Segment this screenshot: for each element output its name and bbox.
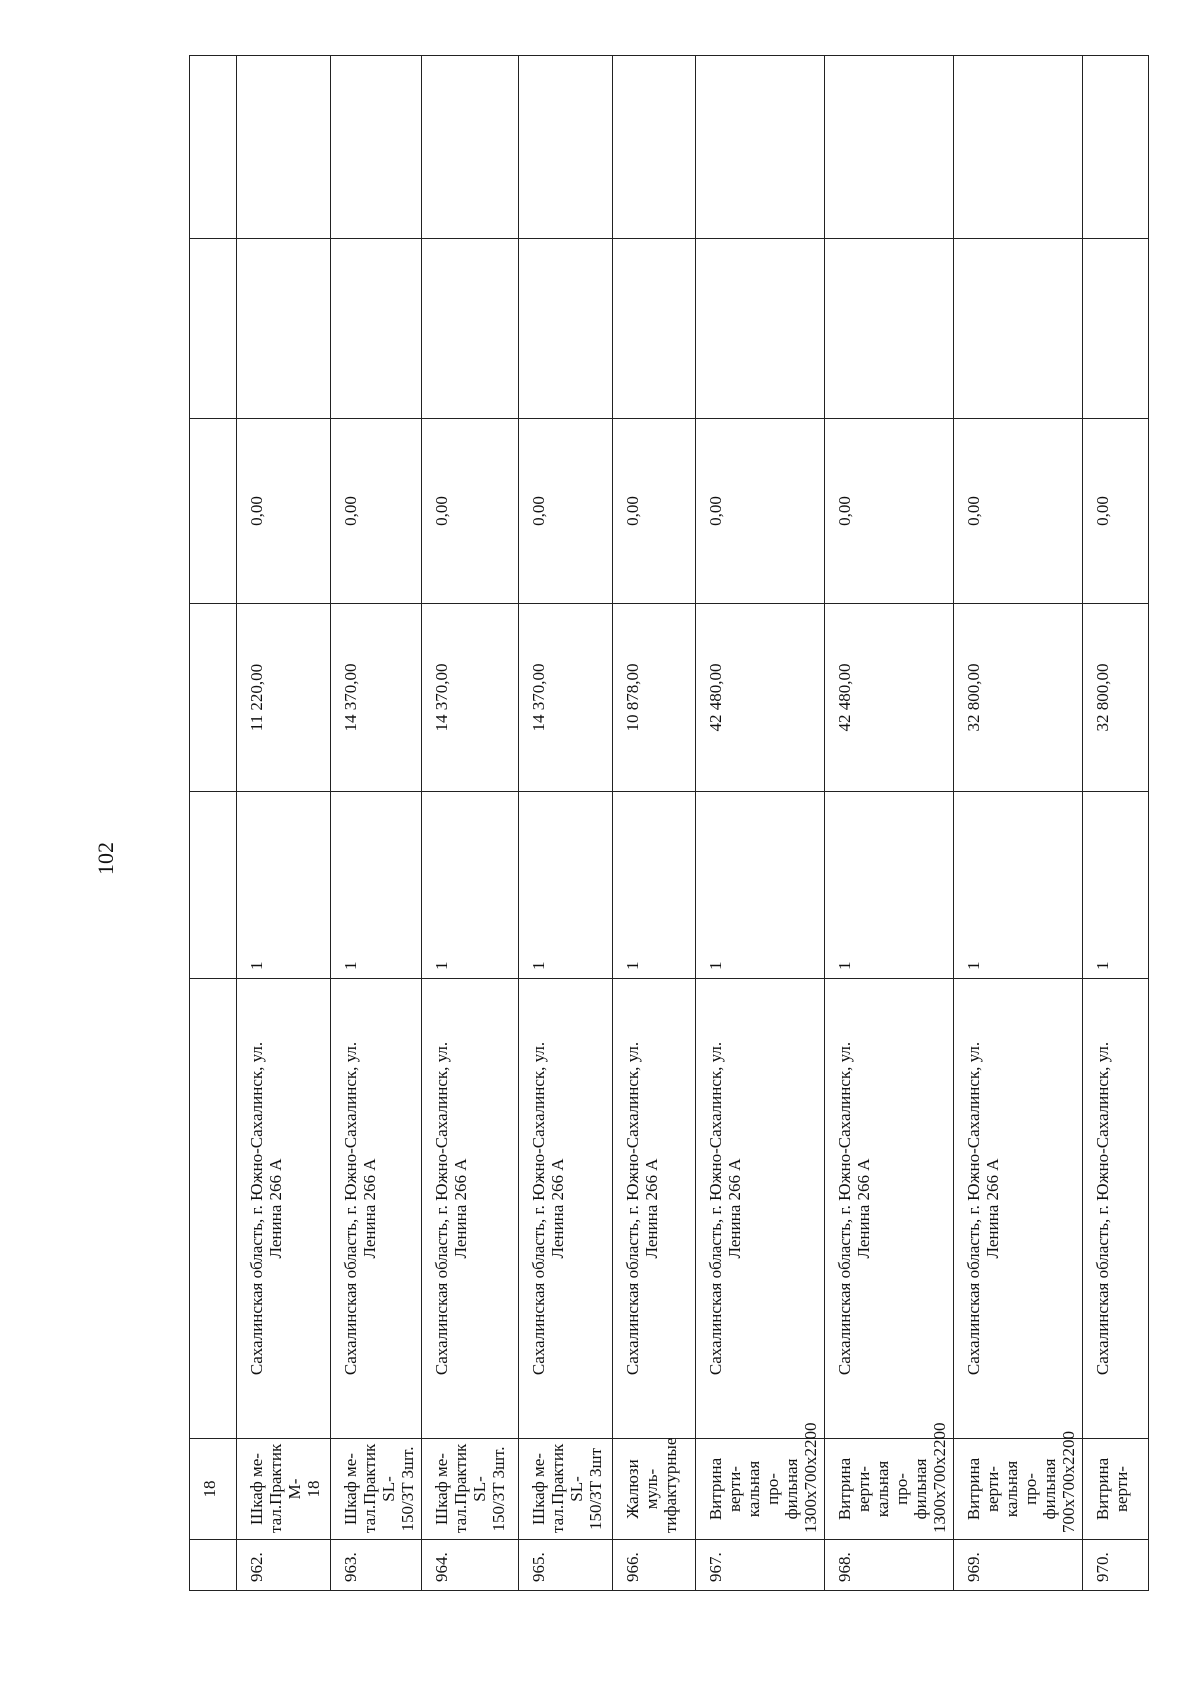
- cell-address: Сахалинская область, г. Южно-Сахалинск, ул. Ленина 266 А: [519, 979, 613, 1439]
- page-number: 102: [93, 842, 118, 875]
- header-cell-cost: [190, 604, 237, 792]
- cell-cost: 14 370,00: [422, 604, 519, 792]
- cell-name: Жалюзи муль- тифактурные: [613, 1439, 696, 1540]
- cell-name: Шкаф ме- тал.Практик SL- 150/3T 3шт: [519, 1439, 613, 1540]
- cell-extra2: [519, 56, 613, 239]
- cell-extra2: [825, 56, 954, 239]
- cell-depreciation: 0,00: [422, 419, 519, 604]
- cell-extra1: [422, 239, 519, 419]
- property-table: [189, 55, 1149, 1591]
- table-row: [1083, 56, 1149, 1591]
- cell-extra1: [825, 239, 954, 419]
- cell-qty: 1: [613, 792, 696, 979]
- cell-address: Сахалинская область, г. Южно-Сахалинск, ул. Ленина 266 А: [613, 979, 696, 1439]
- cell-qty: 1: [422, 792, 519, 979]
- cell-depreciation: 0,00: [613, 419, 696, 604]
- header-cell-qty: [190, 792, 237, 979]
- table-body: [190, 56, 1149, 1591]
- cell-name: Шкаф ме- тал.Практик М- 18: [237, 1439, 331, 1540]
- cell-extra2: [422, 56, 519, 239]
- cell-address: Сахалинская область, г. Южно-Сахалинск, ул.: [1083, 979, 1149, 1439]
- cell-address: Сахалинская область, г. Южно-Сахалинск, ул. Ленина 266 А: [696, 979, 825, 1439]
- table-row: [613, 56, 696, 1591]
- cell-extra1: [1083, 239, 1149, 419]
- rotated-table-container: [189, 56, 1131, 1591]
- cell-extra2: [237, 56, 331, 239]
- cell-qty: 1: [237, 792, 331, 979]
- cell-depreciation: 0,00: [954, 419, 1083, 604]
- cell-num: 964.: [422, 1540, 519, 1591]
- cell-num: 967.: [696, 1540, 825, 1591]
- cell-qty: 1: [519, 792, 613, 979]
- cell-extra2: [1083, 56, 1149, 239]
- cell-qty: 1: [1083, 792, 1149, 979]
- cell-num: 969.: [954, 1540, 1083, 1591]
- cell-extra1: [237, 239, 331, 419]
- cell-cost: 42 480,00: [825, 604, 954, 792]
- cell-extra2: [331, 56, 422, 239]
- cell-name: Шкаф ме- тал.Практик SL- 150/3T 3шт.: [422, 1439, 519, 1540]
- cell-depreciation: 0,00: [1083, 419, 1149, 604]
- cell-extra1: [519, 239, 613, 419]
- cell-name: Шкаф ме- тал.Практик SL- 150/3T 3шт.: [331, 1439, 422, 1540]
- cell-depreciation: 0,00: [237, 419, 331, 604]
- cell-extra1: [696, 239, 825, 419]
- cell-cost: 32 800,00: [954, 604, 1083, 792]
- cell-depreciation: 0,00: [696, 419, 825, 604]
- table-row: [237, 56, 331, 1591]
- cell-extra2: [696, 56, 825, 239]
- cell-address: Сахалинская область, г. Южно-Сахалинск, ул. Ленина 266 А: [825, 979, 954, 1439]
- cell-num: 962.: [237, 1540, 331, 1591]
- cell-qty: 1: [825, 792, 954, 979]
- header-cell-extra1: [190, 239, 237, 419]
- cell-num: 968.: [825, 1540, 954, 1591]
- header-cell-extra2: [190, 56, 237, 239]
- cell-cost: 32 800,00: [1083, 604, 1149, 792]
- table-header-row: [190, 56, 237, 1591]
- cell-address: Сахалинская область, г. Южно-Сахалинск, ул. Ленина 266 А: [954, 979, 1083, 1439]
- cell-name: Витрина верти- кальная про- фильная 1300x700x2200: [825, 1439, 954, 1540]
- table-row: [519, 56, 613, 1591]
- cell-cost: 14 370,00: [331, 604, 422, 792]
- table-row: [825, 56, 954, 1591]
- header-cell-depreciation: [190, 419, 237, 604]
- cell-name: Витрина верти- кальная про- фильная 1300x700x2200: [696, 1439, 825, 1540]
- cell-qty: 1: [331, 792, 422, 979]
- cell-depreciation: 0,00: [331, 419, 422, 604]
- cell-num: 963.: [331, 1540, 422, 1591]
- cell-depreciation: 0,00: [825, 419, 954, 604]
- cell-cost: 14 370,00: [519, 604, 613, 792]
- cell-extra2: [954, 56, 1083, 239]
- table-row: [954, 56, 1083, 1591]
- cell-address: Сахалинская область, г. Южно-Сахалинск, ул. Ленина 266 А: [422, 979, 519, 1439]
- cell-num: 965.: [519, 1540, 613, 1591]
- cell-num: 970.: [1083, 1540, 1149, 1591]
- table-row: [422, 56, 519, 1591]
- cell-extra1: [613, 239, 696, 419]
- cell-cost: 42 480,00: [696, 604, 825, 792]
- header-cell-address: [190, 979, 237, 1439]
- cell-num: 966.: [613, 1540, 696, 1591]
- cell-name: Витрина верти- кальная про- фильная 700x700x2200: [954, 1439, 1083, 1540]
- cell-depreciation: 0,00: [519, 419, 613, 604]
- table-row: [696, 56, 825, 1591]
- table-row: [331, 56, 422, 1591]
- cell-extra2: [613, 56, 696, 239]
- header-cell-num: [190, 1540, 237, 1591]
- header-cell-name: 18: [190, 1439, 237, 1540]
- cell-address: Сахалинская область, г. Южно-Сахалинск, ул. Ленина 266 А: [237, 979, 331, 1439]
- cell-name: Витрина верти-: [1083, 1439, 1149, 1540]
- cell-extra1: [954, 239, 1083, 419]
- cell-cost: 11 220,00: [237, 604, 331, 792]
- cell-cost: 10 878,00: [613, 604, 696, 792]
- cell-address: Сахалинская область, г. Южно-Сахалинск, ул. Ленина 266 А: [331, 979, 422, 1439]
- cell-extra1: [331, 239, 422, 419]
- cell-qty: 1: [696, 792, 825, 979]
- cell-qty: 1: [954, 792, 1083, 979]
